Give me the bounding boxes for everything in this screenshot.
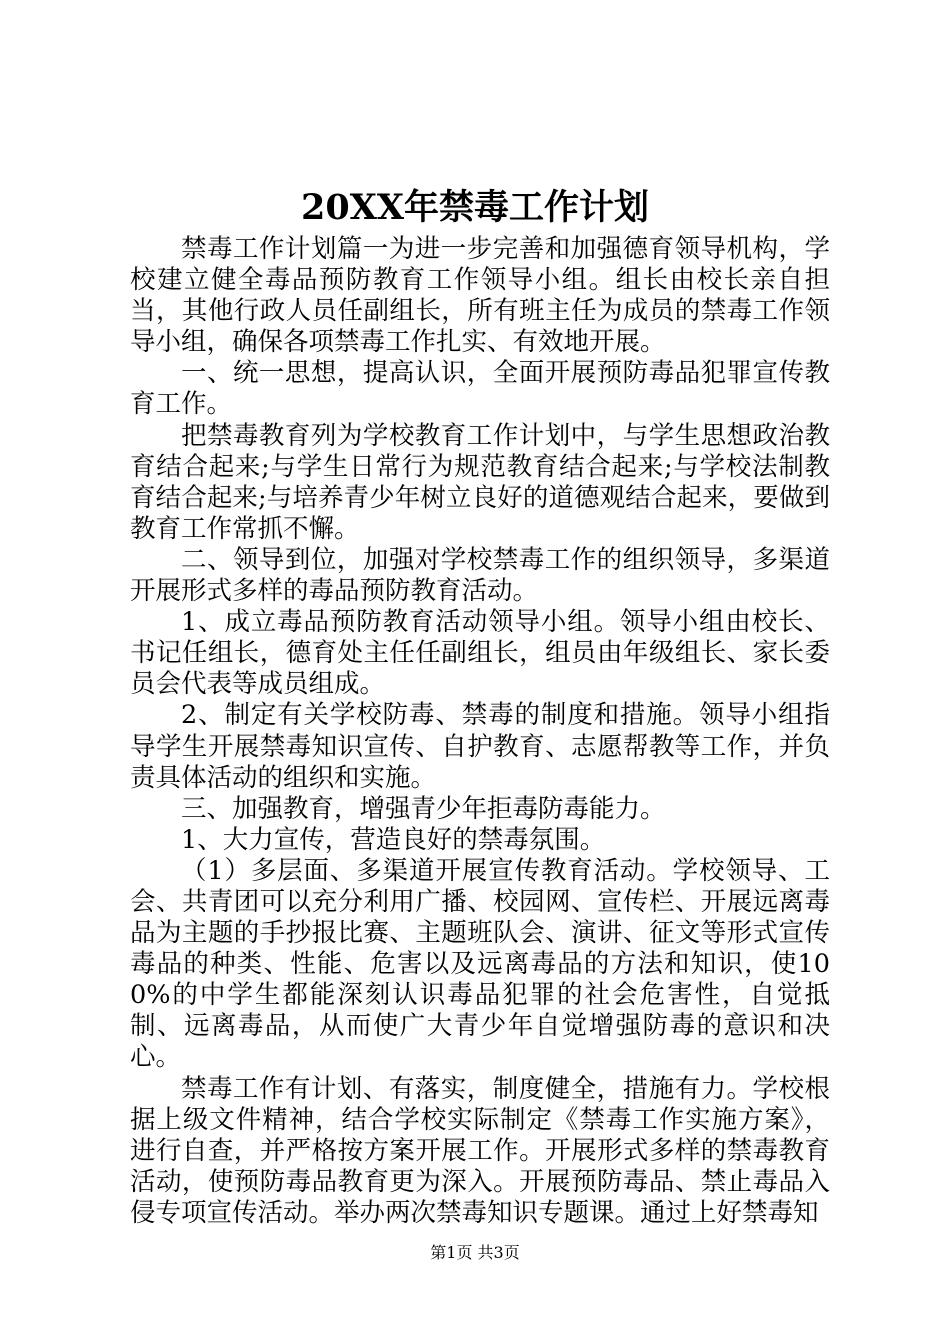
paragraph-section-1-body: 把禁毒教育列为学校教育工作计划中，与学生思想政治教育结合起来;与学生日常行为规范教育结合起来;与学校法制教育结合起来;与培养青少年树立良好的道德观结合起来，要做到教育工作常抓不懈。 — [130, 420, 830, 544]
document-title: 20XX年禁毒工作计划 — [300, 187, 650, 228]
page-number-footer: 第1页 共3页 — [430, 1243, 520, 1262]
paragraph-section-3-item-1: 1、大力宣传，营造良好的禁毒氛围。 — [181, 824, 606, 855]
paragraph-section-3-heading: 三、加强教育，增强青少年拒毒防毒能力。 — [181, 793, 666, 824]
paragraph-intro: 禁毒工作计划篇一为进一步完善和加强德育领导机构，学校建立健全毒品预防教育工作领导小组。组长由校长亲自担当，其他行政人员任副组长，所有班主任为成员的禁毒工作领导小组，确保各项禁毒工作扎实、有效地开展。 — [130, 234, 830, 358]
paragraph-section-3-subitem-1: （1）多层面、多渠道开展宣传教育活动。学校领导、工会、共青团可以充分利用广播、校园网、宣传栏、开展远离毒品为主题的手抄报比赛、主题班队会、演讲、征文等形式宣传毒品的种类、性能、危害以及远离毒品的方法和知识，使100%的中学生都能深刻认识毒品犯罪的社会危害性，自觉抵制、远离毒品，从而使广大青少年自觉增强防毒的意识和决心。 — [130, 855, 830, 1073]
paragraph-section-1-heading: 一、统一思想，提高认识，全面开展预防毒品犯罪宣传教育工作。 — [130, 358, 830, 420]
paragraph-section-2-item-2: 2、制定有关学校防毒、禁毒的制度和措施。领导小组指导学生开展禁毒知识宣传、自护教育、志愿帮教等工作，并负责具体活动的组织和实施。 — [130, 700, 830, 793]
paragraph-section-2-item-1: 1、成立毒品预防教育活动领导小组。领导小组由校长、书记任组长，德育处主任任副组长，组员由年级组长、家长委员会代表等成员组成。 — [130, 607, 830, 700]
document-body — [130, 234, 830, 1229]
paragraph-section-2-heading: 二、领导到位，加强对学校禁毒工作的组织领导，多渠道开展形式多样的毒品预防教育活动。 — [130, 544, 830, 607]
paragraph-summary: 禁毒工作有计划、有落实，制度健全，措施有力。学校根据上级文件精神，结合学校实际制定《禁毒工作实施方案》，进行自查，并严格按方案开展工作。开展形式多样的禁毒教育活动，使预防毒品教育更为深入。开展预防毒品、禁止毒品入侵专项宣传活动。举办两次禁毒知识专题课。通过上好禁毒知 — [130, 1073, 830, 1228]
